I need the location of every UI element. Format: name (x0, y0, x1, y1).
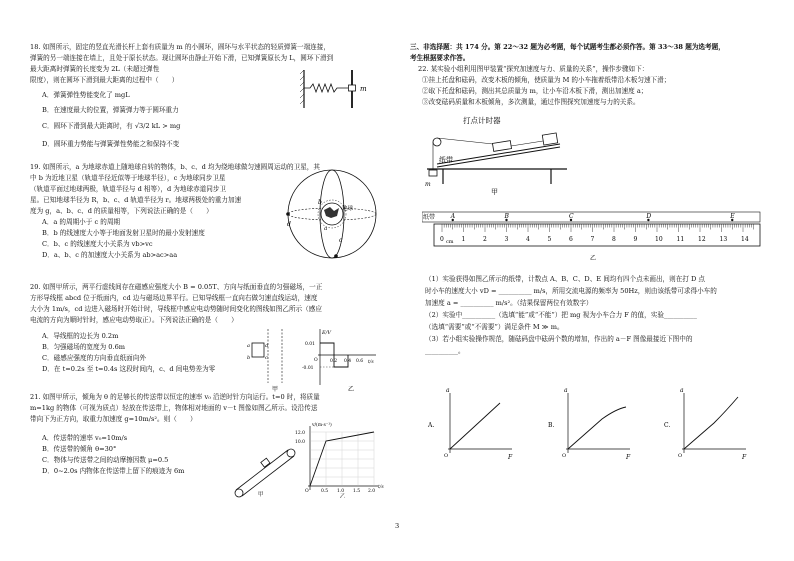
q22-tape-label: 纸带 (439, 156, 453, 164)
q22-step-3: ③改变砝码质量和木板倾角，多次测量，通过作图探究加速度与力的关系。 (422, 98, 640, 106)
q20-option-b: B．匀强磁场的宽度为 0.6m (42, 343, 126, 351)
q20-c-label: c (265, 355, 268, 361)
graph-b-origin: O (562, 453, 567, 459)
ruler-tick-label: 5 (547, 236, 552, 243)
q20-line-4: 电流的方向为顺时针时，感应电动势取正）。下列说法正确的是（ ） (30, 316, 238, 324)
q22-question-line-3: 加速度 a = __________ m/s²。（结果保留两位有效数字） (425, 299, 593, 307)
q22-graph-options (420, 385, 770, 465)
q20-origin: O (314, 358, 318, 363)
graph-c-axis-a: a (680, 387, 684, 394)
q20-fig-jia: 甲 (272, 386, 279, 393)
graph-option-c (664, 387, 747, 461)
ruler-tick-label: 6 (569, 236, 573, 243)
q21-option-b: B．传送带的倾角 θ=30° (42, 445, 117, 453)
q21-t20: 2.0 (368, 489, 376, 494)
ruler-tick-label: 2 (483, 236, 487, 243)
q20-d-label: d (265, 343, 269, 349)
q19-option-a: A．a 的周期小于 c 的周期 (42, 218, 121, 226)
q21-vaxis-label: v/(m·s⁻¹) (312, 423, 332, 428)
graph-option-b (548, 387, 631, 461)
q20-option-d: D．在 t=0.2s 至 t=0.4s 这段时间内，c、d 间电势差为零 (42, 365, 216, 373)
q18-option-a: A．弹簧弹性势能变化了 mgL (42, 91, 130, 99)
graph-b-axis-f: F (626, 454, 631, 461)
ruler-tick-label: 12 (698, 236, 706, 243)
q21-v10: 10.0 (295, 440, 306, 445)
tape-point-label: B (504, 213, 509, 220)
q19-orbit-figure (284, 160, 380, 268)
q20-option-c: C．磁感应强度的方向垂直纸面向外 (42, 354, 146, 362)
q20-figures (238, 325, 380, 395)
q20-fig-yi: 乙 (348, 386, 355, 393)
q18-option-d: D．圆环重力势能与弹簧弹性势能之和保持不变 (42, 140, 180, 148)
q22-ruler-cm: cm (446, 239, 454, 245)
q22-question-line-6: （3）若小组实验操作规范，随砝码盘中砝码个数的增加，作出的 a－F 图像最接近下图中的 (425, 335, 693, 343)
q21-v12: 12.0 (295, 431, 306, 436)
q19-line-4: 星。已知地球半径为 R，b、c、d 轨道半径为 r。地球两极处的重力加速 (30, 196, 242, 204)
q18-spring-figure (300, 68, 380, 110)
q22-question-line-5: （选填“需要”或“不需要”）满足条件 M ≫ m。 (425, 323, 564, 331)
q19-line-5: 度为 g，a、b、c、d 的质量相等，下列说法正确的是（ ） (30, 207, 213, 215)
q22-step-2: ②取下托盘和砝码，测出其总质量为 m，让小车沿木板下滑，测出加速度 a； (422, 87, 648, 95)
q22-ruler-yi: 乙 (590, 255, 597, 262)
q19-line-3: （轨道平面过地球两极，轨道半径与 d 相等），d 为地球赤道同步卫 (30, 185, 227, 193)
ruler-tick-label: 11 (676, 236, 685, 243)
q21-t05: 0.5 (321, 489, 329, 494)
graph-a-letter: A. (428, 422, 435, 429)
q21-t15: 1.5 (353, 489, 361, 494)
q22-intro: 22. 某实验小组利用图甲装置“探究加速度与力、质量的关系”，操作步骤如下： (418, 65, 649, 73)
q22-m-label: m (425, 181, 431, 188)
q18-line-1: 18. 如图所示，固定的竖直光滑长杆上套有质量为 m 的小圆环，圆环与水平状态的轻质弹簧一端连接， (30, 43, 330, 51)
q20-ev-label: E/V (322, 330, 331, 336)
q21-fig-jia: 甲 (258, 492, 264, 498)
q18-line-2: 弹簧的另一端连接在墙上，且处于原长状态。现让圆环由静止开始下滑，已知弹簧原长为 L，圆环下滑到 (30, 54, 334, 62)
q21-ts-label: t/s (378, 485, 384, 490)
graph-c-origin: O (678, 453, 683, 459)
ruler-tick-label: 10 (655, 236, 663, 243)
section-line-1: 三、非选择题：共 174 分。第 22～32 题为必考题，每个试题考生都必须作答。第 33～38 题为选考题， (410, 43, 725, 51)
section-line-2: 考生根据要求作答。 (410, 54, 470, 62)
q22-timer-label: 打点计时器 (463, 116, 501, 125)
q22-question-line-2: 时小车的速度大小 vD = __________ m/s，所用交流电源的频率为 50Hz，则由该纸带可求得小车的 (425, 287, 717, 295)
q19-option-d: D．a、b、c 的加速度大小关系为 ab>ac>aa (42, 251, 178, 259)
tape-point-label: C (569, 213, 574, 220)
q21-fig-yi: 乙 (340, 494, 346, 498)
q20-t02: 0.2 (330, 359, 338, 364)
q21-option-a: A．传送带的速率 v₀=10m/s (42, 434, 128, 442)
q20-option-a: A．导线框的边长为 0.2m (42, 332, 119, 340)
q21-line-3: 带向下为正方向，取重力加速度 g=10m/s²。则（ ） (30, 415, 197, 423)
ruler-tick-label: 8 (612, 236, 616, 243)
ruler-tick-label: 7 (590, 236, 595, 243)
ruler-tick-label: 0 (440, 236, 444, 243)
q21-line-1: 21. 如图甲所示，倾角为 θ 的足够长的传送带以恒定的速率 v₀ 沿逆时针方向运行。t=0 时，将质量 (30, 393, 320, 401)
q20-t06: 0.6 (356, 359, 364, 364)
q20-b-label: b (247, 355, 251, 361)
graph-c-letter: C. (664, 422, 671, 429)
q20-line-1: 20. 如图甲所示，两平行虚线间存在磁感应强度大小 B = 0.05T、方向与纸面垂直的匀强磁场，一正 (30, 283, 323, 291)
q22-fig-jia: 甲 (491, 188, 498, 196)
q20-ts-label: t/s (368, 360, 374, 365)
graph-b-axis-a: a (564, 387, 568, 394)
q19-line-2: 中 b 为近地卫星（轨道半径近似等于地球半径），c 为地球同步卫星 (30, 174, 226, 182)
q21-line-2: m=1kg 的物体（可视为质点）轻放在传送带上，物体相对地面的 v－t 图像如图乙所示。设沿传送 (30, 404, 318, 412)
q19-option-b: B．b 的线速度大小等于地面发射卫星时的最小发射速度 (42, 229, 205, 237)
ruler-tick-label: 9 (633, 236, 638, 243)
ruler-tick-label: 3 (504, 236, 509, 243)
q19-c-label: c (339, 237, 343, 244)
q21-option-d: D．0~2.0s 内物体在传送带上留下的痕迹为 6m (42, 467, 185, 475)
q21-origin: O (305, 489, 309, 494)
q18-mass-label: m (360, 85, 367, 93)
q22-question-line-1: （1）实验获得如图乙所示的纸带，计数点 A、B、C、D、E 间均有四个点未画出，则在打 D 点 (425, 275, 705, 283)
tape-point-label: D (646, 213, 652, 220)
q21-figures (228, 420, 386, 498)
graph-option-a (427, 387, 513, 461)
q18-line-3: 最大距离时弹簧的长度变为 2L（未超过弹性 (30, 65, 160, 73)
q20-v001: 0.01 (305, 342, 316, 347)
q18-line-4: 限度），则在圆环下滑到最大距离的过程中（ ） (30, 76, 179, 84)
q22-question-line-7: __________。 (425, 347, 465, 355)
graph-b-letter: B. (548, 422, 555, 429)
q19-d-label: d (287, 221, 291, 228)
q19-earth-label: 地球 (342, 206, 354, 212)
q20-line-3: 大小为 1m/s，cd 边进入磁场时开始计时，导线框中感应电动势随时间变化的图线如图乙所示（感应 (30, 305, 322, 313)
graph-a-origin: O (444, 453, 449, 459)
tape-point-label: E (730, 213, 735, 220)
q22-question-line-4: （2）实验中__________（选填“能”或“不能”）把 mg 视为小车合力 F 的值，实验__________ (425, 311, 697, 319)
q18-option-c: C．圆环下滑到最大距离时，有 √3/2 kL > mg (42, 122, 181, 130)
q20-line-2: 方形导线框 abcd 位于纸面内，cd 边与磁场边界平行。已知导线框一直向右做匀速直线运动，速度 (30, 294, 318, 302)
ruler-tick-label: 4 (526, 236, 530, 243)
q18-option-b: B．在速度最大的位置，弹簧弹力等于圆环重力 (42, 106, 179, 114)
tape-point-label: A (450, 213, 456, 220)
q21-t10: 1.0 (337, 489, 345, 494)
q19-a-label: a (324, 226, 328, 232)
q20-vn001: -0.01 (302, 366, 314, 371)
ruler-tick-label: 13 (719, 236, 728, 243)
q20-a-label: a (247, 343, 250, 349)
graph-a-axis-a: a (446, 387, 450, 394)
q22-step-1: ①挂上托盘和砝码，改变木板的倾角，使质量为 M 的小车拖着纸带沿木板匀速下滑； (422, 76, 671, 84)
q22-ruler-figure (422, 210, 762, 262)
page-number: 3 (395, 522, 400, 530)
ruler-tick-label: 14 (741, 236, 749, 243)
q19-option-c: C．b、c 的线速度大小关系为 vb>vc (42, 240, 153, 248)
q21-option-c: C．物体与传送带之间的动摩擦因数 μ=0.5 (42, 456, 169, 464)
graph-a-axis-f: F (508, 454, 513, 461)
q20-t04: 0.4 (344, 359, 352, 364)
ruler-tick-label: 1 (461, 236, 466, 243)
q22-apparatus-figure (425, 112, 570, 196)
q22-ruler-tape-label: 纸带 (423, 214, 436, 221)
q19-line-1: 19. 如图所示，a 为地球赤道上随地球自转的物体，b、c、d 均为绕地球做匀速圆周运动的卫星，其 (30, 163, 320, 171)
graph-c-axis-f: F (742, 454, 747, 461)
q19-b-label: b (318, 199, 322, 206)
